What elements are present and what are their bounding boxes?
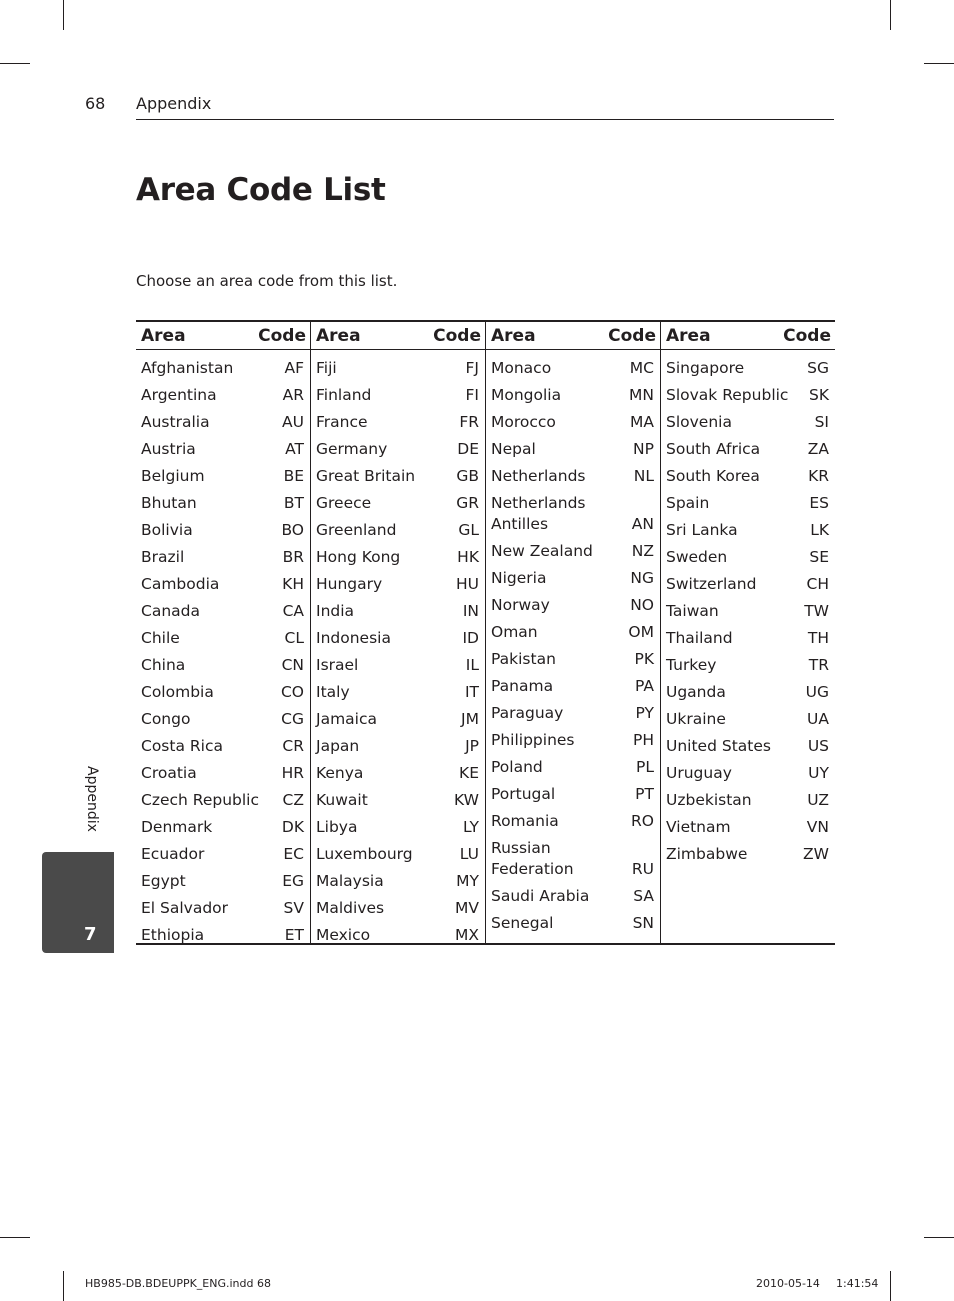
area-code: KW [454, 791, 479, 809]
table-row [136, 865, 310, 892]
table-row [661, 433, 835, 460]
table-row [661, 703, 835, 730]
area-name: Nepal [491, 440, 536, 458]
code-header: Code [783, 325, 831, 346]
table-row [486, 751, 660, 778]
table-row [661, 460, 835, 487]
crop-mark [63, 0, 64, 30]
table-row [136, 676, 310, 703]
area-code: RO [631, 812, 654, 830]
code-header: Code [433, 325, 481, 346]
area-name: Great Britain [316, 467, 416, 485]
area-code: PA [635, 677, 654, 695]
table-row [661, 622, 835, 649]
area-code: AT [285, 440, 304, 458]
area-code: SK [808, 386, 829, 404]
table-row [136, 487, 310, 514]
area-code: BO [281, 521, 304, 539]
area-code: GR [456, 494, 479, 512]
table-row [311, 784, 485, 811]
table-row [311, 865, 485, 892]
table-row [486, 907, 660, 934]
area-code: PK [634, 650, 654, 668]
area-name: Brazil [141, 548, 185, 566]
area-name: Congo [141, 710, 191, 728]
table-row [486, 487, 660, 535]
crop-mark [0, 63, 30, 64]
area-name: Colombia [141, 683, 214, 701]
area-code: AF [284, 359, 304, 377]
area-code: CL [284, 629, 304, 647]
area-code: SG [807, 359, 829, 377]
area-code: JP [465, 737, 479, 755]
table-row [136, 730, 310, 757]
area-code: MA [630, 413, 654, 431]
table-row [136, 433, 310, 460]
area-name: Jamaica [316, 710, 377, 728]
area-code: PL [636, 758, 654, 776]
area-name: Italy [316, 683, 350, 701]
table-row [136, 757, 310, 784]
table-row [661, 730, 835, 757]
area-code: SE [809, 548, 829, 566]
table-row [136, 703, 310, 730]
area-name: Australia [141, 413, 210, 431]
area-name: Libya [316, 818, 358, 836]
area-name: Finland [316, 386, 372, 404]
table-row [486, 562, 660, 589]
area-name: Fiji [316, 359, 337, 377]
area-code: NP [633, 440, 654, 458]
area-code: CA [282, 602, 304, 620]
crop-mark [924, 1237, 954, 1238]
area-code: FR [459, 413, 479, 431]
area-code: FI [465, 386, 479, 404]
area-code: PH [632, 731, 654, 749]
area-code: ID [462, 629, 479, 647]
area-code: OM [628, 623, 654, 641]
table-row [311, 892, 485, 919]
crop-mark [890, 0, 891, 30]
table-row [136, 460, 310, 487]
table-row [486, 352, 660, 379]
area-name: Croatia [141, 764, 197, 782]
area-code: BE [283, 467, 304, 485]
header-rule [136, 119, 834, 120]
area-code: TH [807, 629, 829, 647]
crop-mark [63, 1271, 64, 1301]
area-name: Hungary [316, 575, 383, 593]
area-code: IN [462, 602, 479, 620]
table-row [311, 568, 485, 595]
area-name: Malaysia [316, 872, 384, 890]
table-row [136, 811, 310, 838]
area-name: Kenya [316, 764, 364, 782]
area-code: CN [281, 656, 304, 674]
table-row [486, 433, 660, 460]
area-code: NL [633, 467, 654, 485]
area-name: Spain [666, 494, 710, 512]
area-name: South Africa [666, 440, 761, 458]
table-row [486, 616, 660, 643]
area-name: Canada [141, 602, 200, 620]
table-row [136, 379, 310, 406]
area-name: Philippines [491, 731, 575, 749]
area-name: Belgium [141, 467, 205, 485]
area-code: PT [635, 785, 654, 803]
table-row [661, 514, 835, 541]
area-name: Monaco [491, 359, 552, 377]
slug-filename: HB985-DB.BDEUPPK_ENG.indd 68 [85, 1277, 271, 1290]
area-code: ZA [807, 440, 829, 458]
area-name: Sri Lanka [666, 521, 738, 539]
area-name: Mongolia [491, 386, 562, 404]
area-code: SA [633, 887, 654, 905]
area-code: KR [808, 467, 829, 485]
area-code: MX [455, 926, 479, 944]
area-code: MN [629, 386, 654, 404]
table-row [486, 643, 660, 670]
area-code: HR [281, 764, 304, 782]
area-code: GB [456, 467, 479, 485]
area-name: Paraguay [491, 704, 564, 722]
area-name: Greece [316, 494, 372, 512]
area-name: Slovenia [666, 413, 732, 431]
chapter-tab [42, 852, 114, 953]
area-name: Czech Republic [141, 791, 260, 809]
table-column [485, 322, 660, 943]
page-title: Area Code List [136, 172, 386, 208]
table-row [311, 487, 485, 514]
area-code-table [136, 320, 835, 945]
area-name: Hong Kong [316, 548, 401, 566]
table-row [311, 649, 485, 676]
area-name: Oman [491, 623, 538, 641]
area-code: BT [283, 494, 304, 512]
area-code: EC [283, 845, 304, 863]
table-row [136, 568, 310, 595]
area-header: Area [666, 325, 711, 346]
chapter-label: Appendix [84, 766, 100, 832]
table-row [311, 433, 485, 460]
running-header: Appendix [136, 94, 212, 113]
area-name: Netherlands Antilles [491, 494, 586, 533]
code-header: Code [608, 325, 656, 346]
area-name: Russian Federation [491, 839, 574, 878]
table-row [486, 832, 660, 880]
table-row [486, 589, 660, 616]
area-code: CG [281, 710, 304, 728]
area-name: Bolivia [141, 521, 193, 539]
slug-date: 2010-05-14 [756, 1277, 820, 1290]
chapter-number: 7 [84, 924, 97, 945]
table-row [661, 676, 835, 703]
area-name: Japan [316, 737, 360, 755]
area-name: Thailand [666, 629, 733, 647]
crop-mark [890, 1271, 891, 1301]
area-code: BR [282, 548, 304, 566]
table-row [661, 649, 835, 676]
area-code: IL [465, 656, 479, 674]
table-row [486, 778, 660, 805]
area-code: MY [456, 872, 479, 890]
table-row [136, 838, 310, 865]
area-name: Argentina [141, 386, 217, 404]
table-row [661, 757, 835, 784]
area-name: India [316, 602, 355, 620]
area-code: TW [804, 602, 829, 620]
area-code: UG [805, 683, 829, 701]
table-row [311, 595, 485, 622]
area-code: ZW [803, 845, 829, 863]
table-row [661, 487, 835, 514]
area-code: NZ [631, 542, 654, 560]
area-code: CO [280, 683, 304, 701]
area-code: AU [282, 413, 304, 431]
area-name: Kuwait [316, 791, 368, 809]
area-code: FJ [465, 359, 479, 377]
table-column [660, 322, 835, 943]
table-row [136, 649, 310, 676]
table-row [136, 352, 310, 379]
area-code: DK [281, 818, 304, 836]
table-row [486, 805, 660, 832]
area-code: TR [808, 656, 829, 674]
area-name: Egypt [141, 872, 186, 890]
area-code: PY [635, 704, 654, 722]
crop-mark [924, 63, 954, 64]
area-name: Nigeria [491, 569, 547, 587]
area-name: Maldives [316, 899, 385, 917]
area-name: Turkey [666, 656, 717, 674]
table-row [136, 595, 310, 622]
table-row [136, 406, 310, 433]
area-code: US [807, 737, 829, 755]
area-code: GL [458, 521, 479, 539]
area-name: New Zealand [491, 542, 593, 560]
table-row [311, 757, 485, 784]
area-name: Chile [141, 629, 180, 647]
table-column [136, 322, 310, 943]
table-row [661, 595, 835, 622]
area-name: Poland [491, 758, 543, 776]
slug-time: 1:41:54 [836, 1277, 879, 1290]
area-code: RU [631, 860, 654, 878]
column-header [311, 322, 485, 350]
table-row [661, 406, 835, 433]
area-name: Vietnam [666, 818, 731, 836]
area-code: LK [810, 521, 829, 539]
area-code: UZ [807, 791, 829, 809]
table-row [486, 460, 660, 487]
table-row [661, 784, 835, 811]
table-row [136, 541, 310, 568]
table-row [311, 379, 485, 406]
area-name: Costa Rica [141, 737, 223, 755]
area-code: SN [632, 914, 654, 932]
area-code: LY [462, 818, 479, 836]
area-header: Area [316, 325, 361, 346]
area-code: MV [455, 899, 479, 917]
area-name: Ethiopia [141, 926, 205, 944]
table-row [486, 880, 660, 907]
area-code: UA [807, 710, 829, 728]
crop-mark [0, 1237, 30, 1238]
area-name: Sweden [666, 548, 728, 566]
area-code: HU [455, 575, 479, 593]
area-name: Denmark [141, 818, 213, 836]
area-name: Norway [491, 596, 550, 614]
area-name: Luxembourg [316, 845, 413, 863]
area-code: AR [282, 386, 304, 404]
area-code: SI [814, 413, 829, 431]
area-code: AN [631, 515, 654, 533]
area-name: Uruguay [666, 764, 732, 782]
area-code: NG [630, 569, 654, 587]
area-code: ES [809, 494, 829, 512]
area-name: Romania [491, 812, 559, 830]
area-code: CR [282, 737, 304, 755]
table-row [661, 352, 835, 379]
area-name: Pakistan [491, 650, 556, 668]
table-row [136, 892, 310, 919]
area-name: Uganda [666, 683, 726, 701]
area-name: Morocco [491, 413, 556, 431]
table-row [311, 460, 485, 487]
table-row [486, 406, 660, 433]
area-code: ET [284, 926, 304, 944]
table-row [136, 784, 310, 811]
area-name: Greenland [316, 521, 397, 539]
column-header [136, 322, 310, 350]
area-name: Senegal [491, 914, 554, 932]
area-name: Uzbekistan [666, 791, 752, 809]
table-row [311, 406, 485, 433]
area-name: Germany [316, 440, 388, 458]
area-name: Switzerland [666, 575, 757, 593]
area-code: LU [459, 845, 479, 863]
table-row [661, 838, 835, 865]
area-code: CH [806, 575, 829, 593]
table-row [311, 622, 485, 649]
area-code: EG [282, 872, 304, 890]
area-code: UY [808, 764, 829, 782]
table-row [311, 811, 485, 838]
area-name: Afghanistan [141, 359, 234, 377]
area-name: Israel [316, 656, 359, 674]
table-row [661, 379, 835, 406]
table-column [310, 322, 485, 943]
area-code: JM [461, 710, 479, 728]
area-name: Austria [141, 440, 196, 458]
area-code: DE [457, 440, 479, 458]
table-row [311, 919, 485, 946]
area-name: Cambodia [141, 575, 220, 593]
area-name: Netherlands [491, 467, 586, 485]
area-name: South Korea [666, 467, 760, 485]
table-row [311, 838, 485, 865]
area-header: Area [491, 325, 536, 346]
table-row [311, 352, 485, 379]
table-row [136, 514, 310, 541]
area-header: Area [141, 325, 186, 346]
code-header: Code [258, 325, 306, 346]
table-row [311, 676, 485, 703]
area-name: Bhutan [141, 494, 197, 512]
table-row [311, 541, 485, 568]
table-row [486, 379, 660, 406]
area-name: Saudi Arabia [491, 887, 590, 905]
area-name: United States [666, 737, 771, 755]
area-name: Panama [491, 677, 554, 695]
table-row [486, 697, 660, 724]
area-name: Slovak Republic [666, 386, 789, 404]
intro-text: Choose an area code from this list. [136, 272, 398, 290]
area-code: SV [283, 899, 304, 917]
area-code: NO [630, 596, 654, 614]
area-code: CZ [282, 791, 304, 809]
area-name: Ukraine [666, 710, 726, 728]
area-name: China [141, 656, 186, 674]
table-row [486, 670, 660, 697]
area-code: MC [629, 359, 654, 377]
table-row [311, 703, 485, 730]
column-header [661, 322, 835, 350]
area-code: VN [806, 818, 829, 836]
area-name: Portugal [491, 785, 556, 803]
area-name: Zimbabwe [666, 845, 748, 863]
area-name: El Salvador [141, 899, 229, 917]
area-name: Ecuador [141, 845, 205, 863]
area-code: KE [459, 764, 479, 782]
area-code: IT [464, 683, 479, 701]
area-name: Mexico [316, 926, 371, 944]
area-name: Indonesia [316, 629, 391, 647]
area-code: KH [282, 575, 304, 593]
area-name: Taiwan [666, 602, 719, 620]
table-row [661, 568, 835, 595]
area-code: HK [457, 548, 479, 566]
table-row [486, 535, 660, 562]
area-name: Singapore [666, 359, 745, 377]
table-row [311, 730, 485, 757]
table-row [136, 622, 310, 649]
table-row [661, 811, 835, 838]
column-header [486, 322, 660, 350]
area-name: France [316, 413, 368, 431]
table-row [136, 919, 310, 946]
table-row [311, 514, 485, 541]
table-row [486, 724, 660, 751]
page-number: 68 [85, 94, 106, 113]
table-row [661, 541, 835, 568]
